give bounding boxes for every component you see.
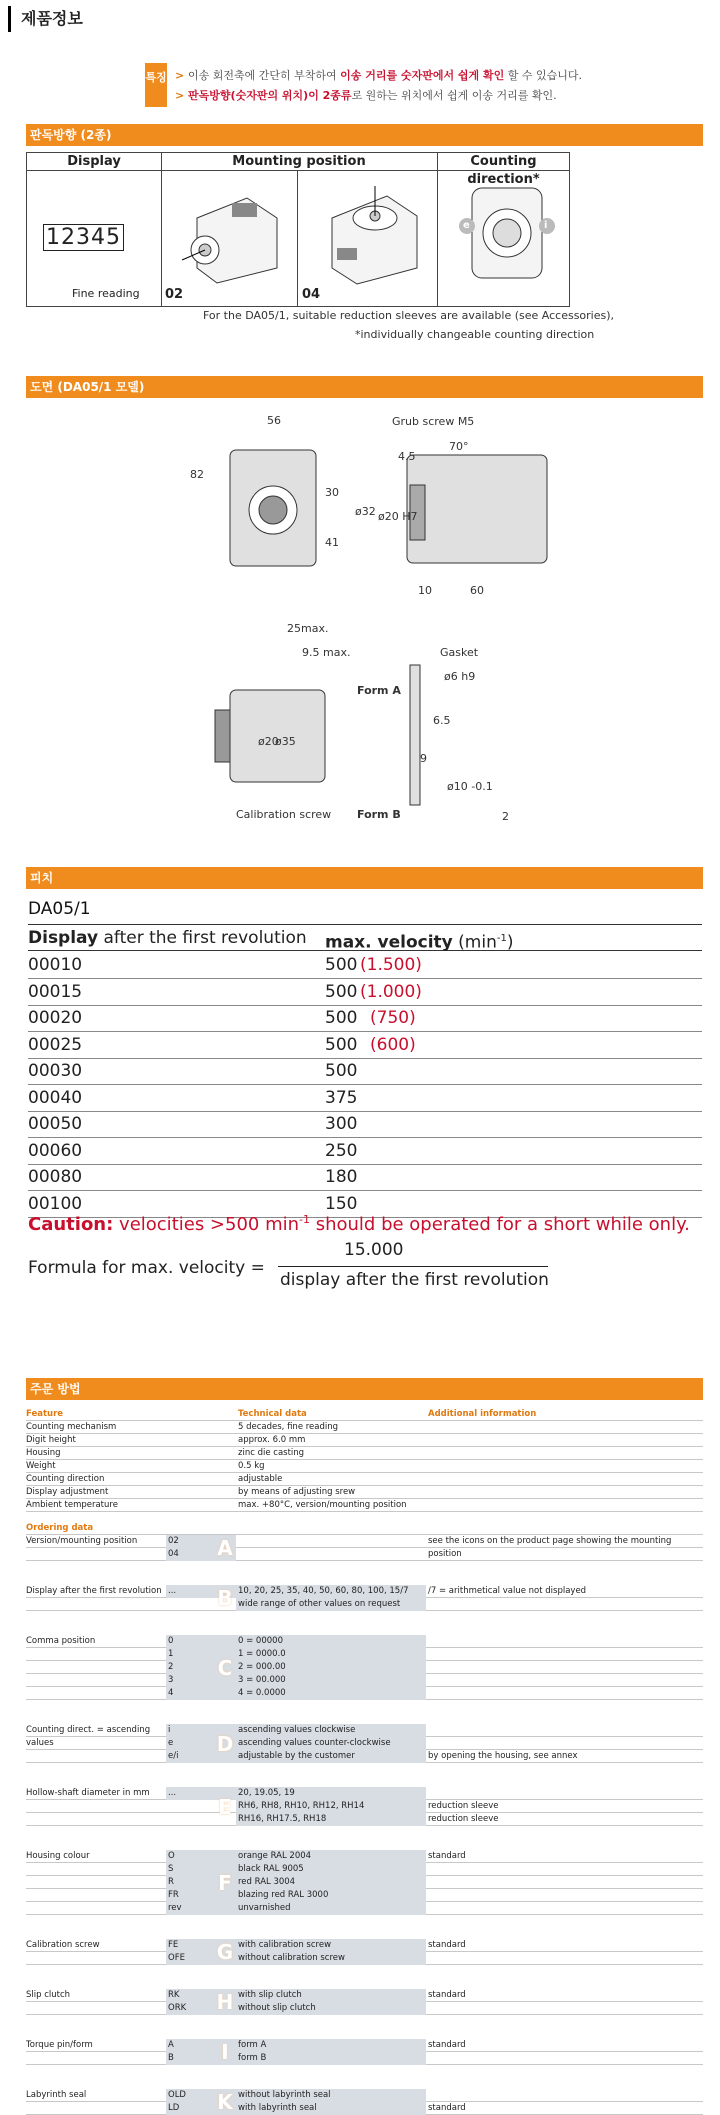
- section-reading-direction: 판독방향 (2종): [26, 124, 703, 146]
- dim-phi32: ø32: [355, 505, 376, 518]
- velocity-display-value: 00015: [28, 981, 83, 1002]
- mounting-02-icon: [177, 178, 287, 288]
- order-cell: Labyrinth seal: [26, 2090, 87, 2100]
- dim-30: 30: [325, 486, 339, 499]
- dim-9: 9: [420, 752, 427, 765]
- velocity-max-value: 500: [325, 1061, 358, 1081]
- velocity-display-value: 00040: [28, 1087, 83, 1108]
- order-row: [26, 2039, 703, 2052]
- velocity-extra-value: (1.500): [360, 955, 422, 975]
- order-cell: adjustable: [238, 1474, 283, 1484]
- velocity-max-value: 500: [325, 955, 358, 975]
- velocity-row: [28, 1138, 702, 1165]
- formula-divider: [278, 1266, 548, 1267]
- grub-screw-label: Grub screw M5: [392, 415, 475, 428]
- section-pitch: 피치: [26, 867, 703, 889]
- order-cell: Additional information: [428, 1409, 537, 1419]
- order-row: [26, 1902, 703, 1915]
- order-cell: 4 = 0.0000: [236, 1687, 426, 1700]
- gasket-label: Gasket: [440, 646, 479, 659]
- dim-2: 2: [502, 810, 509, 823]
- mounting-04-label: 04: [302, 287, 321, 302]
- order-cell: rev: [166, 1902, 236, 1915]
- velocity-display-value: 00050: [28, 1114, 83, 1134]
- velocity-row: [28, 1032, 702, 1059]
- order-cell: 02: [166, 1535, 236, 1548]
- order-row: [26, 2052, 703, 2065]
- order-row: [26, 1635, 703, 1648]
- dim-phi10: ø10 -0.1: [447, 780, 493, 793]
- order-row: [26, 1585, 703, 1598]
- velocity-extra-value: (1.000): [360, 981, 422, 1002]
- note-counting-direction: *individually changeable counting direction: [355, 328, 595, 341]
- formula-label: Formula for max. velocity =: [28, 1258, 265, 1278]
- order-row: [26, 1447, 703, 1460]
- order-cell: with slip clutch: [236, 1989, 426, 2002]
- order-cell: 10, 20, 25, 35, 40, 50, 60, 80, 100, 15/7: [236, 1585, 426, 1598]
- order-cell: form A: [236, 2039, 426, 2052]
- order-cell: R: [166, 1876, 236, 1889]
- caution-note: Caution: velocities >500 $\min^{-1}$ should be operated for a short while only.: [28, 1213, 690, 1235]
- order-row: [26, 1674, 703, 1687]
- velocity-row: [28, 952, 702, 979]
- order-cell: standard: [428, 1940, 466, 1950]
- order-cell: O: [166, 1850, 236, 1863]
- velocity-row: [28, 1085, 702, 1112]
- order-cell: standard: [428, 2103, 466, 2113]
- order-row: [26, 1421, 703, 1434]
- dim-phi6: ø6 h9: [444, 670, 476, 683]
- order-cell: 0.5 kg: [238, 1461, 265, 1471]
- section-order: 주문 방법: [26, 1378, 703, 1400]
- velocity-max-value: 500: [325, 981, 358, 1002]
- velocity-max-value: 375: [325, 1087, 358, 1108]
- order-cell: 04: [166, 1548, 236, 1561]
- digit-display: 12345: [43, 225, 124, 250]
- order-cell: zinc die casting: [238, 1448, 305, 1458]
- velocity-extra-value: (750): [370, 1008, 416, 1028]
- order-cell: Slip clutch: [26, 1990, 71, 2000]
- order-cell: e: [166, 1737, 236, 1750]
- dim-9-5max: 9.5 max.: [302, 646, 351, 659]
- order-cell: Calibration screw: [26, 1940, 100, 1950]
- dim-60: 60: [470, 584, 484, 597]
- dir-i-label: i: [544, 220, 548, 231]
- order-cell: LD: [166, 2102, 236, 2115]
- order-cell: Counting direction: [26, 1474, 105, 1484]
- order-cell: ...: [166, 1787, 236, 1800]
- counting-direction-icon: [452, 178, 562, 288]
- notice-line-1: > 이송 회전축에 간단히 부착하여 이송 거리를 숫자판에서 쉽게 확인 할 수 있습니다.: [175, 69, 583, 82]
- order-cell: Feature: [26, 1409, 64, 1419]
- order-cell: Comma position: [26, 1636, 96, 1646]
- order-cell: ascending values counter-clockwise: [236, 1737, 426, 1750]
- order-cell: Display adjustment: [26, 1487, 109, 1497]
- group-letter: B: [217, 1586, 233, 1610]
- calibration-screw-label: Calibration screw: [236, 808, 332, 821]
- velocity-extra-value: (600): [370, 1034, 416, 1055]
- velocity-display-value: 00025: [28, 1034, 83, 1055]
- order-row: [26, 1737, 703, 1750]
- velocity-row: [28, 1164, 702, 1191]
- order-cell: standard: [428, 1851, 466, 1861]
- order-cell: with calibration screw: [236, 1939, 426, 1952]
- header-display: Display: [27, 153, 161, 171]
- order-cell: Hollow-shaft diameter in mm: [26, 1788, 150, 1798]
- order-row: [26, 1889, 703, 1902]
- order-cell: 3: [166, 1674, 236, 1687]
- dim-phi20: ø20 H7: [378, 510, 418, 523]
- order-cell: 1: [166, 1648, 236, 1661]
- order-cell: ORK: [166, 2002, 236, 2015]
- order-cell: by means of adjusting srew: [238, 1487, 356, 1497]
- order-cell: unvarnished: [236, 1902, 426, 1915]
- group-letter: A: [217, 1536, 233, 1560]
- order-cell: FE: [166, 1939, 236, 1952]
- velocity-max-value: 180: [325, 1167, 358, 1187]
- velocity-display-value: 00030: [28, 1061, 83, 1081]
- order-cell: form B: [236, 2052, 426, 2065]
- velocity-max-value: 500: [325, 1008, 358, 1028]
- order-cell: without labyrinth seal: [236, 2089, 426, 2102]
- page-title: 제품정보: [8, 6, 83, 32]
- dim-6-5: 6.5: [433, 714, 451, 727]
- order-cell: 20, 19.05, 19: [236, 1787, 426, 1800]
- order-row: [26, 1687, 703, 1700]
- group-letter: E: [218, 1794, 232, 1819]
- order-cell: RK: [166, 1989, 236, 2002]
- order-cell: A: [166, 2039, 236, 2052]
- order-cell: B: [166, 2052, 236, 2065]
- order-row: [26, 1800, 703, 1813]
- order-row: [26, 1408, 703, 1421]
- velocity-display-value: 00080: [28, 1167, 83, 1187]
- order-row: [26, 1499, 703, 1512]
- order-cell: FR: [166, 1889, 236, 1902]
- header-mounting: Mounting position: [161, 153, 437, 171]
- velocity-display-value: 00020: [28, 1008, 83, 1028]
- display-table: [26, 152, 570, 307]
- order-row: [26, 1473, 703, 1486]
- order-cell: 2 = 000.00: [236, 1661, 426, 1674]
- order-cell: reduction sleeve: [428, 1814, 499, 1824]
- order-row: [26, 1952, 703, 1965]
- velocity-row: [28, 1005, 702, 1032]
- order-cell: 0: [166, 1635, 236, 1648]
- order-row: [26, 2089, 703, 2102]
- order-cell: 5 decades, fine reading: [238, 1422, 339, 1432]
- header-counting: Counting direction*: [437, 153, 570, 171]
- order-cell: S: [166, 1863, 236, 1876]
- velocity-max-value: 300: [325, 1114, 358, 1134]
- velocity-display-value: 00010: [28, 955, 83, 975]
- feature-badge: 특징: [145, 63, 167, 107]
- order-cell: Display after the first revolution: [26, 1586, 162, 1596]
- order-cell: ascending values clockwise: [236, 1724, 426, 1737]
- order-row: [26, 2102, 703, 2115]
- velocity-row: [28, 1058, 702, 1085]
- order-cell: e/i: [166, 1750, 236, 1763]
- order-cell: see the icons on the product page showing the mounting position: [428, 1536, 672, 1559]
- dim-25max: 25max.: [287, 622, 329, 635]
- velocity-max-value: 250: [325, 1140, 358, 1161]
- group-letter: H: [216, 1990, 234, 2014]
- order-cell: without calibration screw: [236, 1952, 426, 1965]
- group-letter: I: [221, 2040, 229, 2064]
- order-cell: 2: [166, 1661, 236, 1674]
- order-row: [26, 1813, 703, 1826]
- mounting-04-icon: [317, 178, 427, 288]
- order-cell: 0 = 00000: [236, 1635, 426, 1648]
- order-row: [26, 1486, 703, 1499]
- order-row: [26, 1460, 703, 1473]
- velocity-row: [28, 979, 702, 1006]
- order-cell: blazing red RAL 3000: [236, 1889, 426, 1902]
- order-cell: /7 = arithmetical value not displayed: [428, 1586, 587, 1596]
- mounting-02-label: 02: [165, 287, 184, 302]
- order-row: [26, 1787, 703, 1800]
- angle-70: 70°: [449, 440, 469, 453]
- order-cell: Counting mechanism: [26, 1422, 117, 1432]
- order-cell: red RAL 3004: [236, 1876, 426, 1889]
- dir-e-label: e: [463, 220, 470, 231]
- dim-10: 10: [418, 584, 432, 597]
- velocity-header-row: Display after the first revolution max. velocity $(\min^{-1})$: [28, 924, 702, 951]
- order-cell: Ordering data: [26, 1523, 94, 1533]
- formula-denominator: display after the first revolution: [280, 1270, 549, 1290]
- order-cell: i: [166, 1724, 236, 1737]
- group-letter: F: [218, 1870, 232, 1895]
- dim-4-5: 4.5: [398, 450, 416, 463]
- order-cell: Technical data: [238, 1409, 307, 1419]
- dim-phi20-b: ø20: [258, 735, 279, 748]
- order-row: [26, 1939, 703, 1952]
- order-cell: Weight: [26, 1461, 56, 1471]
- order-cell: reduction sleeve: [428, 1801, 499, 1811]
- dim-82: 82: [190, 468, 204, 481]
- order-row: [26, 1598, 703, 1611]
- velocity-max-value: 150: [325, 1193, 358, 1214]
- order-cell: standard: [428, 2040, 466, 2050]
- group-letter: D: [216, 1731, 234, 1756]
- velocity-display-value: 00060: [28, 1140, 83, 1161]
- order-row: [26, 1876, 703, 1889]
- form-b-label: Form B: [357, 808, 401, 821]
- order-row: [26, 1434, 703, 1447]
- order-cell: Torque pin/form: [26, 2040, 93, 2050]
- technical-drawing: [190, 410, 570, 810]
- fine-reading-label: Fine reading: [72, 287, 140, 300]
- order-cell: black RAL 9005: [236, 1863, 426, 1876]
- order-cell: Housing: [26, 1448, 61, 1458]
- order-row: [26, 1750, 703, 1763]
- velocity-display-value: 00100: [28, 1193, 83, 1214]
- order-cell: without slip clutch: [236, 2002, 426, 2015]
- group-letter: G: [216, 1940, 234, 1964]
- dim-56: 56: [267, 414, 281, 427]
- order-row: [26, 1648, 703, 1661]
- order-row: [26, 1661, 703, 1674]
- order-row: [26, 1522, 703, 1535]
- order-cell: 4: [166, 1687, 236, 1700]
- order-cell: with labyrinth seal: [236, 2102, 426, 2115]
- order-cell: 3 = 00.000: [236, 1674, 426, 1687]
- order-cell: RH6, RH8, RH10, RH12, RH14: [236, 1800, 426, 1813]
- order-cell: wide range of other values on request: [236, 1598, 426, 1611]
- order-cell: orange RAL 2004: [236, 1850, 426, 1863]
- order-cell: 1 = 0000.0: [236, 1648, 426, 1661]
- order-cell: Digit height: [26, 1435, 76, 1445]
- order-row: [26, 1989, 703, 2002]
- group-letter: C: [217, 1655, 233, 1680]
- order-cell: by opening the housing, see annex: [428, 1751, 578, 1761]
- order-cell: ...: [166, 1585, 236, 1598]
- note-reduction-sleeves: For the DA05/1, suitable reduction sleeves are available (see Accessories),: [203, 309, 615, 322]
- order-cell: adjustable by the customer: [236, 1750, 426, 1763]
- order-cell: standard: [428, 1990, 466, 2000]
- order-cell: Ambient temperature: [26, 1500, 118, 1510]
- formula-numerator: 15.000: [344, 1240, 404, 1260]
- velocity-model: DA05/1: [28, 899, 91, 919]
- order-row: [26, 1863, 703, 1876]
- dim-41: 41: [325, 536, 339, 549]
- order-cell: RH16, RH17.5, RH18: [236, 1813, 426, 1826]
- order-cell: max. +80°C, version/mounting position: [238, 1500, 407, 1510]
- form-a-label: Form A: [357, 684, 401, 697]
- section-drawing: 도면 (DA05/1 모델): [26, 376, 703, 398]
- order-row: [26, 2002, 703, 2015]
- group-letter: K: [217, 2090, 233, 2114]
- velocity-max-value: 500: [325, 1034, 358, 1055]
- order-row: [26, 1850, 703, 1863]
- order-cell: Version/mounting position: [26, 1536, 138, 1546]
- dim-phi35: ø35: [275, 735, 296, 748]
- order-cell: Housing colour: [26, 1851, 90, 1861]
- order-cell: approx. 6.0 mm: [238, 1435, 306, 1445]
- notice-line-2: > 판독방향(숫자판의 위치)이 2종류로 원하는 위치에서 쉽게 이송 거리를 확인.: [175, 89, 557, 102]
- order-cell: OLD: [166, 2089, 236, 2102]
- order-cell: Counting direct. = ascending values: [26, 1725, 151, 1748]
- order-cell: OFE: [166, 1952, 236, 1965]
- velocity-row: [28, 1111, 702, 1138]
- order-row: [26, 1548, 703, 1561]
